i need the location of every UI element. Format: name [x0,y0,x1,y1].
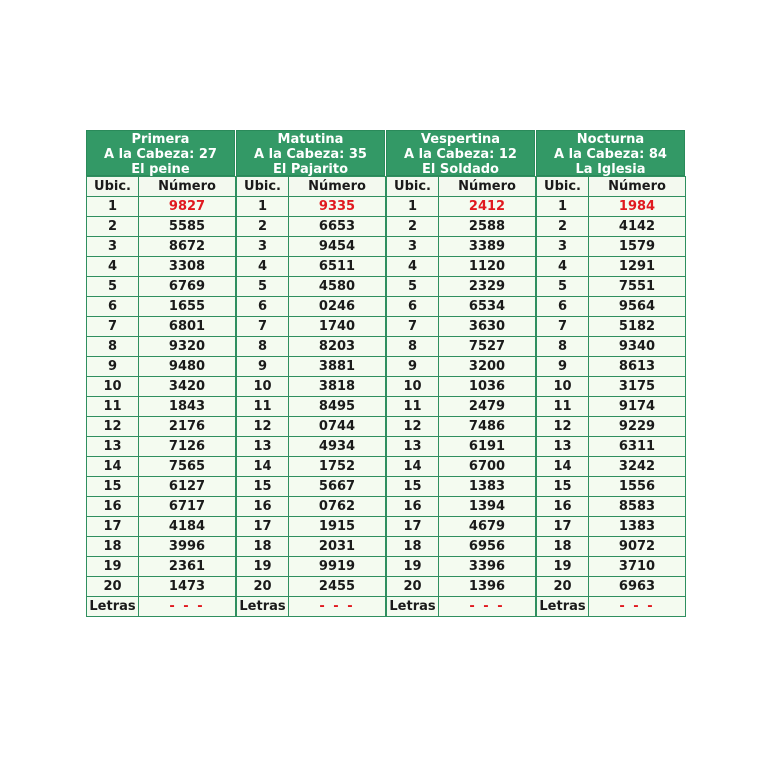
table-row [387,317,536,337]
table-row [387,397,536,417]
position-cell: 12 [237,417,289,437]
number-cell: 1556 [589,477,686,497]
table-row [387,437,536,457]
column-header-row [237,177,386,197]
number-cell: 3200 [439,357,536,377]
number-cell: 1655 [139,297,236,317]
table-row [87,217,236,237]
position-cell: 14 [237,457,289,477]
draw-cabeza: A la Cabeza: 35 [254,147,367,162]
position-cell: 10 [87,377,139,397]
table-row [387,497,536,517]
draw-name: Matutina [277,132,344,147]
draw-panel-matutina [236,130,385,617]
table-row [537,417,686,437]
table-row [387,337,536,357]
draw-meaning: El peine [131,162,190,177]
table-row [387,297,536,317]
position-cell: 20 [387,577,439,597]
number-cell: 2455 [289,577,386,597]
table-row [237,337,386,357]
letras-row [87,597,236,617]
draw-header [86,130,235,176]
table-row [87,237,236,257]
number-cell: 9454 [289,237,386,257]
number-cell: 0744 [289,417,386,437]
draw-header [236,130,385,176]
number-cell: 3710 [589,557,686,577]
ubic-header: Ubic. [537,177,589,197]
position-cell: 19 [87,557,139,577]
position-cell: 19 [537,557,589,577]
position-cell: 1 [387,197,439,217]
table-row [537,497,686,517]
table-row [537,257,686,277]
number-cell: 7565 [139,457,236,477]
number-cell: 9480 [139,357,236,377]
numero-header: Número [289,177,386,197]
table-row [237,377,386,397]
column-header-row [537,177,686,197]
number-cell: 1752 [289,457,386,477]
number-cell: 3420 [139,377,236,397]
table-row [237,397,386,417]
table-row [237,197,386,217]
table-row [537,577,686,597]
number-cell: 2479 [439,397,536,417]
number-cell: 1843 [139,397,236,417]
table-row [237,537,386,557]
letras-label: Letras [537,597,589,617]
number-cell: 6653 [289,217,386,237]
table-row [537,477,686,497]
position-cell: 20 [237,577,289,597]
position-cell: 4 [87,257,139,277]
number-cell: 6511 [289,257,386,277]
table-row [87,437,236,457]
number-cell: 9229 [589,417,686,437]
number-cell: 9564 [589,297,686,317]
results-table [236,176,386,617]
table-row [387,217,536,237]
position-cell: 17 [537,517,589,537]
number-cell: 7551 [589,277,686,297]
table-row [237,477,386,497]
position-cell: 12 [537,417,589,437]
number-cell: 4679 [439,517,536,537]
draw-header [536,130,685,176]
table-row [387,377,536,397]
letras-row [237,597,386,617]
number-cell: 3630 [439,317,536,337]
table-row [87,377,236,397]
number-cell: 0246 [289,297,386,317]
number-cell: 1394 [439,497,536,517]
table-row [237,497,386,517]
position-cell: 9 [87,357,139,377]
table-row [537,377,686,397]
position-cell: 9 [387,357,439,377]
number-cell: 8672 [139,237,236,257]
draw-meaning: La Iglesia [575,162,646,177]
table-row [87,537,236,557]
draw-name: Nocturna [576,132,645,147]
number-cell: 5667 [289,477,386,497]
table-row [87,477,236,497]
position-cell: 10 [237,377,289,397]
position-cell: 5 [387,277,439,297]
number-cell: 7527 [439,337,536,357]
position-cell: 2 [537,217,589,237]
number-cell: 9174 [589,397,686,417]
column-header-row [87,177,236,197]
number-cell: 1120 [439,257,536,277]
table-row [87,497,236,517]
position-cell: 7 [537,317,589,337]
position-cell: 19 [387,557,439,577]
draw-panel-primera [86,130,235,617]
position-cell: 16 [387,497,439,517]
number-cell: 9320 [139,337,236,357]
table-row [537,317,686,337]
table-row [87,557,236,577]
position-cell: 11 [537,397,589,417]
number-cell: 1291 [589,257,686,277]
position-cell: 8 [87,337,139,357]
number-cell: 9072 [589,537,686,557]
number-cell: 5585 [139,217,236,237]
table-row [537,457,686,477]
table-row [237,577,386,597]
table-row [537,297,686,317]
number-cell: 6769 [139,277,236,297]
number-cell: 9919 [289,557,386,577]
number-cell: 6311 [589,437,686,457]
table-row [387,537,536,557]
table-row [237,457,386,477]
table-row [387,577,536,597]
number-cell: 4580 [289,277,386,297]
position-cell: 7 [387,317,439,337]
position-cell: 18 [537,537,589,557]
lottery-results [86,130,685,617]
position-cell: 5 [87,277,139,297]
table-row [237,237,386,257]
position-cell: 5 [237,277,289,297]
head-number-cell: 1984 [589,197,686,217]
table-row [387,277,536,297]
draw-cabeza: A la Cabeza: 12 [404,147,517,162]
table-row [237,257,386,277]
draw-panel-vespertina [386,130,535,617]
position-cell: 15 [537,477,589,497]
position-cell: 17 [87,517,139,537]
number-cell: 9340 [589,337,686,357]
position-cell: 14 [537,457,589,477]
table-row [237,357,386,377]
position-cell: 13 [237,437,289,457]
head-number-cell: 9827 [139,197,236,217]
draw-header [386,130,535,176]
number-cell: 0762 [289,497,386,517]
number-cell: 2361 [139,557,236,577]
position-cell: 12 [87,417,139,437]
number-cell: 7126 [139,437,236,457]
position-cell: 15 [87,477,139,497]
position-cell: 7 [237,317,289,337]
position-cell: 4 [237,257,289,277]
column-header-row [387,177,536,197]
number-cell: 6127 [139,477,236,497]
ubic-header: Ubic. [387,177,439,197]
number-cell: 8495 [289,397,386,417]
number-cell: 1396 [439,577,536,597]
table-row [237,217,386,237]
table-row [537,537,686,557]
number-cell: 6700 [439,457,536,477]
letras-row [387,597,536,617]
number-cell: 6956 [439,537,536,557]
results-table [536,176,686,617]
position-cell: 11 [237,397,289,417]
position-cell: 8 [237,337,289,357]
number-cell: 8583 [589,497,686,517]
position-cell: 11 [387,397,439,417]
number-cell: 7486 [439,417,536,437]
number-cell: 3389 [439,237,536,257]
position-cell: 14 [387,457,439,477]
position-cell: 20 [537,577,589,597]
number-cell: 3308 [139,257,236,277]
number-cell: 3396 [439,557,536,577]
results-table [86,176,236,617]
numero-header: Número [439,177,536,197]
table-row [87,337,236,357]
table-row [537,517,686,537]
table-row [237,297,386,317]
position-cell: 4 [387,257,439,277]
numero-header: Número [139,177,236,197]
table-row [87,297,236,317]
table-row [537,557,686,577]
table-row [537,437,686,457]
table-row [537,357,686,377]
table-row [387,357,536,377]
table-row [87,317,236,337]
draw-meaning: El Pajarito [272,162,349,177]
table-row [387,417,536,437]
number-cell: 6963 [589,577,686,597]
letras-value: - - - [289,597,386,617]
ubic-header: Ubic. [87,177,139,197]
table-row [237,437,386,457]
table-row [537,217,686,237]
position-cell: 9 [237,357,289,377]
number-cell: 1740 [289,317,386,337]
table-row [87,517,236,537]
position-cell: 1 [87,197,139,217]
draw-name: Primera [131,132,190,147]
position-cell: 18 [237,537,289,557]
number-cell: 3242 [589,457,686,477]
letras-label: Letras [387,597,439,617]
table-row [87,277,236,297]
position-cell: 8 [387,337,439,357]
position-cell: 3 [87,237,139,257]
position-cell: 2 [387,217,439,237]
position-cell: 14 [87,457,139,477]
position-cell: 16 [237,497,289,517]
number-cell: 1036 [439,377,536,397]
position-cell: 15 [387,477,439,497]
table-row [387,457,536,477]
number-cell: 8203 [289,337,386,357]
number-cell: 1579 [589,237,686,257]
position-cell: 12 [387,417,439,437]
number-cell: 2176 [139,417,236,437]
position-cell: 15 [237,477,289,497]
table-row [237,557,386,577]
table-row [387,197,536,217]
position-cell: 1 [537,197,589,217]
position-cell: 6 [537,297,589,317]
position-cell: 10 [387,377,439,397]
number-cell: 3881 [289,357,386,377]
position-cell: 18 [87,537,139,557]
position-cell: 13 [87,437,139,457]
head-number-cell: 2412 [439,197,536,217]
number-cell: 4934 [289,437,386,457]
position-cell: 6 [387,297,439,317]
number-cell: 3996 [139,537,236,557]
table-row [537,237,686,257]
table-row [87,417,236,437]
table-row [237,277,386,297]
number-cell: 5182 [589,317,686,337]
number-cell: 4184 [139,517,236,537]
number-cell: 3818 [289,377,386,397]
table-row [87,457,236,477]
position-cell: 2 [237,217,289,237]
position-cell: 16 [537,497,589,517]
position-cell: 1 [237,197,289,217]
table-row [87,197,236,217]
table-row [387,257,536,277]
letras-value: - - - [139,597,236,617]
draw-meaning: El Soldado [422,162,499,177]
table-row [87,397,236,417]
position-cell: 18 [387,537,439,557]
position-cell: 19 [237,557,289,577]
number-cell: 4142 [589,217,686,237]
number-cell: 1915 [289,517,386,537]
position-cell: 3 [237,237,289,257]
position-cell: 11 [87,397,139,417]
number-cell: 6191 [439,437,536,457]
ubic-header: Ubic. [237,177,289,197]
table-row [537,197,686,217]
letras-value: - - - [439,597,536,617]
draw-panel-nocturna [536,130,685,617]
table-row [387,237,536,257]
head-number-cell: 9335 [289,197,386,217]
table-row [537,397,686,417]
number-cell: 3175 [589,377,686,397]
position-cell: 5 [537,277,589,297]
position-cell: 6 [87,297,139,317]
letras-label: Letras [87,597,139,617]
position-cell: 2 [87,217,139,237]
position-cell: 3 [537,237,589,257]
table-row [87,357,236,377]
number-cell: 6534 [439,297,536,317]
table-row [87,577,236,597]
number-cell: 1473 [139,577,236,597]
number-cell: 6801 [139,317,236,337]
position-cell: 6 [237,297,289,317]
table-row [237,317,386,337]
table-row [537,337,686,357]
position-cell: 8 [537,337,589,357]
position-cell: 7 [87,317,139,337]
table-row [537,277,686,297]
draw-name: Vespertina [420,132,501,147]
number-cell: 2588 [439,217,536,237]
results-table [386,176,536,617]
position-cell: 10 [537,377,589,397]
number-cell: 6717 [139,497,236,517]
number-cell: 1383 [589,517,686,537]
position-cell: 4 [537,257,589,277]
draw-cabeza: A la Cabeza: 27 [104,147,217,162]
table-row [387,517,536,537]
position-cell: 3 [387,237,439,257]
position-cell: 13 [537,437,589,457]
position-cell: 16 [87,497,139,517]
position-cell: 9 [537,357,589,377]
number-cell: 2031 [289,537,386,557]
numero-header: Número [589,177,686,197]
table-row [237,517,386,537]
draw-cabeza: A la Cabeza: 84 [554,147,667,162]
letras-label: Letras [237,597,289,617]
table-row [387,477,536,497]
number-cell: 8613 [589,357,686,377]
position-cell: 17 [237,517,289,537]
letras-value: - - - [589,597,686,617]
number-cell: 2329 [439,277,536,297]
letras-row [537,597,686,617]
number-cell: 1383 [439,477,536,497]
position-cell: 20 [87,577,139,597]
table-row [237,417,386,437]
table-row [87,257,236,277]
position-cell: 13 [387,437,439,457]
table-row [387,557,536,577]
position-cell: 17 [387,517,439,537]
